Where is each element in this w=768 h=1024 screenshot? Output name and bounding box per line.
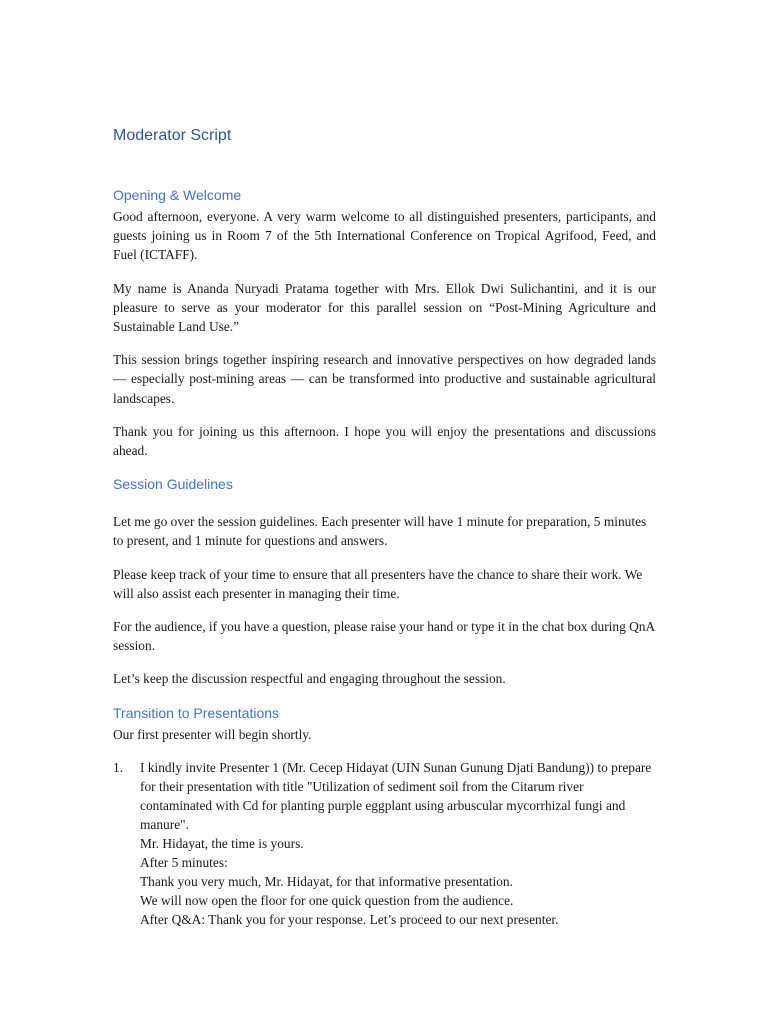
guidelines-heading: Session Guidelines (113, 476, 233, 493)
guidelines-section (113, 474, 656, 688)
list-item-number: 1. (113, 759, 124, 775)
transition-section (113, 703, 656, 929)
guidelines-paragraph-2: Please keep track of your time to ensure that all presenters have the chance to share their work. We will also assist each presenter in managing their time. (113, 566, 643, 601)
guidelines-paragraph-3: For the audience, if you have a question, please raise your hand or type it in the chat box during QnA session. (113, 619, 655, 654)
opening-section (113, 185, 656, 460)
presenter-line-2: After 5 minutes: (140, 854, 228, 870)
presenter-list (113, 758, 656, 929)
presenter-line-5: After Q&A: Thank you for your response. Let’s proceed to our next presenter. (140, 911, 559, 927)
guidelines-paragraph-1: Let me go over the session guidelines. Each presenter will have 1 minute for preparation, 5 minutes to present, and 1 minute for questions and answers. (113, 514, 647, 549)
transition-heading: Transition to Presentations (113, 704, 280, 721)
opening-paragraph-2: My name is Ananda Nuryadi Pratama together with Mrs. Ellok Dwi Sulichantini, and it is our pleasure to serve as your moderator for this parallel session on “Post-Mining Agriculture and Sustainable Land Use.” (113, 280, 656, 335)
opening-paragraph-3: This session brings together inspiring research and innovative perspectives on how degraded lands — especially post-mining areas — can be transformed into productive and sustainable agricultural landscapes. (113, 352, 656, 406)
list-item (113, 758, 656, 929)
presenter-line-3: Thank you very much, Mr. Hidayat, for that informative presentation. (140, 873, 513, 889)
presenter-invite: I kindly invite Presenter 1 (Mr. Cecep Hidayat (UIN Sunan Gunung Djati Bandung)) to prepare for their presentation with title "Utilization of sediment soil from the Citarum river contaminated with Cd for planting purple eggplant using arbuscular mycorrhizal fungi and manure". (140, 759, 652, 832)
document-content (113, 124, 656, 929)
opening-paragraph-1: Good afternoon, everyone. A very warm welcome to all distinguished presenters, participants, and guests joining us in Room 7 of the 5th International Conference on Tropical Agrifood, Feed, and Fuel (ICTAFF). (113, 209, 656, 263)
presenter-line-1: Mr. Hidayat, the time is yours. (140, 835, 304, 851)
guidelines-paragraph-4: Let’s keep the discussion respectful and engaging throughout the session. (113, 671, 506, 687)
transition-intro: Our first presenter will begin shortly. (113, 726, 312, 742)
presenter-line-4: We will now open the floor for one quick question from the audience. (140, 892, 514, 908)
opening-heading: Opening & Welcome (113, 187, 242, 203)
document-title: Moderator Script (113, 127, 232, 144)
opening-paragraph-4: Thank you for joining us this afternoon. I hope you will enjoy the presentations and discussions ahead. (113, 423, 656, 459)
